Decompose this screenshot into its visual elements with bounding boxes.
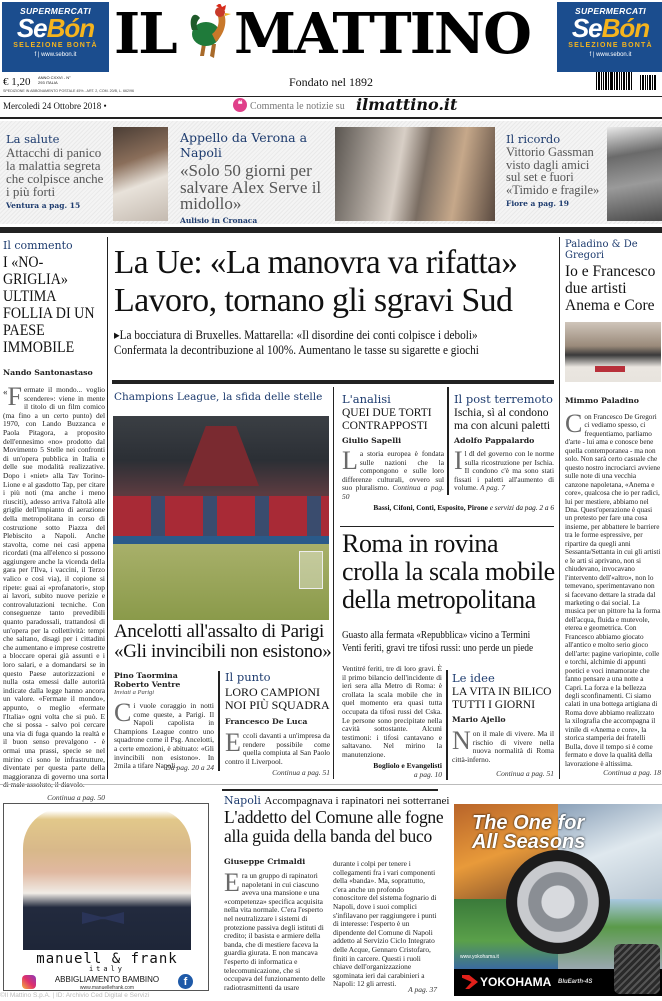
roma-subhead [342,630,554,655]
paladino-body: Con Francesco De Gregori ci vediamo spesso, ci frequentiamo, parliamo d'arte - lui ama e conosce bene quella contemporanea - ma non solo. Non sarà certo casuale che questo nostro incrociarci avviene sulle note di una vecchia canzone napoletana, «Anema e core», qualcosa che io per radici, lui per mestiere, abbiamo nel Dna. Quest'operazione è quasi un pretesto per fare una cosa insieme, per abbattere le barriere tra le forme espressive, per ripartire da quegli anni Sessanta/Settanta in cui gli artisti e le arti si aprivano, non si chiudevano, invocavano l'intervento dell'«altro», non lo temevano, sperimentavano non si facevano dettare la strada dal marketing o dai social. La musica per un pittore ha la forma dell'acqua, fluida e mutevole, eterea e geometrica. Con Francesco abbiamo giocato all'antico e molto serio gioco dell'arte: pagine variopinte, colle e torchi, alchimie di appunti poetici e voci innamorate che fanno pensare a una notte a Capri. La forza e la bellezza degli sconfinamenti. Ci siamo calati in una bottega artigiana di Roma dove abbiamo realizzato la xilografia che accompagna il vinile di «Anema e core», la storica stamperia dei fratelli Bulla, dove il tempo si è come fermato e dove la qualità della lavorazione è altissima. [565,409,661,768]
ad-slogan: The One for All Seasons [472,812,586,853]
napoli-headline-1: L'addetto del Comune alle fogne [224,807,444,827]
terremoto-article [454,392,554,493]
roma-headline-1: Roma in rovina [342,529,499,558]
terremoto-author: Adolfo Pappalardo [454,436,535,445]
column-divider [107,237,108,779]
champions-headline-2: «Gli invincibili non esistono» [114,641,332,662]
roma-divider [340,526,554,527]
ad-brand: SeBón [16,13,95,43]
edition-info: ANNO CXXVI - N° 293 ITALIA [38,75,71,85]
roma-headline-2: crolla la scala mobile [342,557,555,586]
lead-headline-1[interactable]: La Ue: «La manovra va rifatta» [114,244,518,281]
terremoto-title[interactable]: Ischia, sì al condono ma con alcuni paletti [454,407,551,432]
lead-headline-2[interactable]: Lavoro, tornano gli sgravi Sud [114,282,513,319]
column-divider [447,387,449,495]
champions-kicker: Champions League, la sfida delle stelle [114,391,323,403]
postal-info: SPEDIZIONE IN ABBONAMENTO POSTALE 45% - ART. 2, COM. 20/B, L. 662/96 [3,89,135,93]
ad-model-photo [23,808,191,950]
teaser-title: Attacchi di panico la malattia segreta che colpisce anche i più forti [6,145,104,199]
teaser-divider [0,227,662,233]
analisi-author: Giulio Sapelli [342,436,402,445]
champions-continue[interactable]: Da pag. 20 a 24 [165,762,214,772]
commento-body: « F ermate il mondo... voglio scendere»: viene in mente il titolo di un film comico (ma fino a un certo punto) del 1970, con Lando Buzzanca e Paola Pitagora, a proposito dell'ennesimo «no» prodotto dal Movimento 5 Stelle nei confronti di un'opera pubblica in Italia e delle sue modalità realizzative. Dopo i «niet» alla Tav Torino-Lione e al gasdotto Tap, per citare i più noti (ma anche i meno riusciti), adesso arriva l'altolà alle griglie dell'impianto di aerazione della metropolitana in corso di costruzione sotto Piazza del Plebiscito a Napoli. Anche stavolta, come nei casi appena ricordati (ma all'elenco si possono aggiungere anche la vicenda della gara per l'Ilva, i vaccini, il Terzo valico e così via), il copione si ripete: guai ai «profanatori», stop ai lavori, subito nuove perizie e controvalutazioni tecniche. Con conseguenze tanto prevedibili quanto paradossali, trattandosi di un'opera per la collettività: tempi che saltano, disagi per i cittadini che aumentano e imprese costrette a bloccare operai già assunti e i loro salari, e a domandarsi se in questo Paese autorizzazioni e nulla osta emessi dalle autorità indicate dalla legge hanno ancora un valore. «Fermate il mondo», appunto, o meglio «fermate l'Italia» ogni volta che si può. E che si possa - salvo poi cercare una via di fuga quando la realtà e il buon senso prevalgono - è ormai una prassi, specie se nel mirino ci sono le infrastrutture, diventate per questa parte della maggioranza di governo una sorta [3,382,105,781]
ad-manuell-frank[interactable] [3,803,209,991]
paladino-kicker: Paladino & De Gregori [565,239,638,261]
roma-continue[interactable]: a pag. 10 [413,769,442,779]
ad-yokohama[interactable] [454,804,662,996]
lead-subhead-2: Confermata la decontribuzione al 100%. Aumentano le tasse su sigarette e giochi [114,343,479,357]
punto-body: Eccoli davanti a un'impresa da rendere possibile come quella compiuta al San Paolo contro il Liverpool. [225,728,330,766]
facebook-icon[interactable]: f [178,974,193,989]
napoli-kicker: Napoli [224,794,261,807]
lead-divider [112,380,554,384]
commento-continue[interactable]: Continua a pag. 50 [47,792,105,802]
commento-article [3,239,105,802]
champions-author-1: Pino Taormina [114,671,178,680]
lower-divider [0,784,662,785]
punto-article [225,670,330,777]
teaser-kicker: La salute [6,132,60,146]
lead-subhead-1: ▸La bocciatura di Bruxelles. Mattarella: «Il disordine dei conti colpisce i deboli» [114,328,478,342]
site-link[interactable]: ilmattino.it [356,95,458,114]
champions-role: Inviati a Parigi [114,689,155,696]
ad-brand: manuell & frank [36,951,178,967]
teaser-ref: Aulisio in Cronaca [180,215,258,225]
napoli-headline[interactable] [224,808,443,846]
ad-url: f | www.sebon.it [34,52,77,58]
punto-continue[interactable]: Continua a pag. 51 [272,768,330,778]
commento-author: Nando Santonastaso [3,368,93,377]
teaser-photo-gassman [607,127,662,221]
dropcap: F [7,382,22,411]
roma-authors: Bogliolo e Evangelisti [373,760,442,770]
champions-article [114,671,214,772]
commento-kicker: Il commento [3,239,73,252]
roma-body: Ventitré feriti, tre di loro gravi. È il primo bilancio dell'incidente di ieri sera alla Metro di Roma: è crollata la scala mobile che in quel momento era quasi tutta occupata da tifosi russi del Cska. Le persone sono precipitate nella cavità sottostante. Alcuni testimoni: i tifosi cantavano e saltavano. Nel mirino la manutenzione. [342,664,442,759]
date-bar-divider [0,117,662,119]
teaser-ref: Ventura a pag. 15 [6,201,81,210]
column-divider [218,671,220,771]
stadium-photo [113,416,329,620]
idee-continue[interactable]: Continua a pag. 51 [496,769,554,779]
masthead-title-part1: IL [114,1,176,67]
terremoto-kicker: Il post terremoto [454,392,553,406]
analisi-continue[interactable]: Continua a pag. 50 [342,483,445,501]
napoli-author: Giuseppe Crimaldi [224,857,306,866]
ad-url: www.yokohama.it [460,954,499,960]
commento-title[interactable]: I «NO-GRIGLIA» ULTIMA FOLLIA DI UN PAESE IMMOBILE [3,254,95,356]
napoli-body-1: Era un gruppo di rapinatori napoletani in cui ciascuno aveva una mansione e una «competenza» specifica acquisita nella vita normale. C'era l'esperto nel neutralizzare i sistemi di protezione passiva degli istituti di credito; il basista e armiere della banda, che di mestiere faceva la guardia giurata. E non mancava l'esperto di informatica e telecomunicazione, che si occupava del funzionamento delle radiotrasmittenti da usare [224,868,326,992]
masthead-title-part2: MATTINO [234,1,530,67]
punto-title[interactable]: LORO CAMPIONI NOI PIÙ SQUADRA [225,685,330,712]
paladino-continue[interactable]: Continua a pag. 18 [603,768,661,778]
services-line: Bassi, Cifoni, Conti, Esposito, Pirone e servizi da pag. 2 a 6 [373,503,554,512]
napoli-top-rule [222,789,438,791]
price: € 1,20 [3,76,31,88]
idee-author: Mario Ajello [452,715,506,724]
teaser-salute[interactable] [6,132,108,210]
punto-kicker: Il punto [225,670,271,684]
roma-headline[interactable] [342,530,555,614]
teaser-photo-panic [113,127,168,221]
teaser-ref: Fiore a pag. 19 [506,199,569,208]
roma-article [342,665,442,779]
rooster-logo-icon [186,4,232,64]
column-divider [559,237,560,779]
ad-product: BluEarth-4S [558,979,593,985]
teaser-photo-alex [335,127,495,221]
teaser-kicker: Appello da Verona a Napoli [180,130,308,160]
ad-line1: SUPERMERCATI [575,6,646,16]
champions-headline[interactable] [114,622,331,662]
punto-author: Francesco De Luca [225,717,308,726]
barcode-icon [596,72,658,96]
analisi-title[interactable]: QUEI DUE TORTI CONTRAPPOSTI [342,407,432,432]
footer-copyright: ©Il Mattino S.p.A. | ID: Archivio Ced Digital e Servizi [0,992,150,999]
idee-article [452,671,554,778]
lead-subhead [114,328,555,358]
ad-line: ABBIGLIAMENTO BAMBINO [54,975,160,984]
idee-title[interactable]: LA VITA IN BILICO TUTTI I GIORNI [452,686,552,711]
napoli-body-2: durante i colpi per tenere i collegamenti fra i vari componenti della «banda». Ma, soprattutto, c'era anche un profondo conoscitore del sistema fognario di Napoli, dove i suoi complici s'infilavano per raggiungere i punti di interesse: l'esperto è un dipendente del Comune di Napoli addetto al Servizio Ciclo Integrato delle Acque, Gennaro Cristofaro, finiti in carcere. Questi i ruoli chiave dell'organizzazione sgominata ieri dai carabinieri a Napoli: 12 gli arresti. [333,859,437,989]
paladino-photo [565,322,661,382]
paladino-title[interactable]: Io e Francesco due artisti Anema e Core [565,263,656,314]
founded-line: Fondato nel 1892 [289,75,373,89]
analisi-body: La storia europea è fondata sulle nazioni che la compongono e sulle loro differenze culturali, ovvero sul suo pluralismo. Continua a pag. 50 [342,446,445,501]
ad-brand: YOKOHAMA [480,975,552,989]
paladino-author: Mimmo Paladino [565,396,640,405]
teaser-ricordo[interactable] [506,132,606,208]
napoli-kicker-line [224,794,449,807]
comment-bubble-icon: ❝ [233,98,247,112]
tire-icon [506,850,610,954]
analisi-kicker: L'analisi [342,392,391,406]
ad-url: f | www.sebon.it [589,52,632,58]
sebon-ad-left[interactable] [2,2,109,72]
champions-author-2: Roberto Ventre [114,680,181,689]
masthead-divider [0,96,662,97]
roma-subhead-2: Venti feriti, gravi tre tifosi russi: uno perde un piede [342,642,534,654]
teaser-title: Vittorio Gassman visto dagli amici sul set e fuori «Timido e fragile» [506,145,600,197]
sebon-ad-right[interactable] [557,2,662,72]
champions-body: Ci vuole coraggio in notti come queste, a Parigi. Il Napoli capolista in Champions League contro uno squadrone come il Psg. Ancelotti, a certe emozioni, è abituato: «Gli invincibili non esistono». In 2mila a tifare Napoli. [114,698,214,771]
analisi-article [342,392,444,502]
napoli-kicker-rest: Accompagnava i rapinatori nei sotterranei [264,795,450,807]
napoli-continue[interactable]: A pag. 37 [408,985,437,994]
teaser-title: «Solo 50 giorni per salvare Alex Serve il midollo» [180,161,322,213]
ad-brand: SeBón [571,13,650,43]
column-divider [333,387,334,779]
paladino-article [565,239,661,777]
teaser-appello[interactable] [180,130,340,225]
roma-subhead-1: Guasto alla fermata «Repubblica» vicino a Termini [342,630,531,641]
tire-tread-icon [614,944,660,994]
ad-brand-sub: italy [88,965,126,973]
terremoto-continue[interactable]: A pag. 7 [479,483,505,493]
comment-prompt: Commenta le notizie su [250,101,345,112]
issue-date: Mercoledì 24 Ottobre 2018 • [3,101,107,111]
teaser-kicker: Il ricordo [506,132,561,146]
ad-tagline: SELEZIONE BONTÀ [568,42,653,49]
champions-headline-1: Ancelotti all'assalto di Parigi [114,621,324,642]
column-divider [446,670,448,780]
ad-line1: SUPERMERCATI [20,6,91,16]
napoli-headline-2: alla guida della banda del buco [224,826,432,846]
idee-kicker: Le idee [452,671,495,685]
idee-body: Non il male di vivere. Ma il rischio di vivere nella nuova normalità di Roma città-inferno. [452,726,554,764]
terremoto-body: Il dl del governo con le norme sulla ricostruzione per Ischia. Il condono c'è ma sono stati fissati i paletti all'aumento di volume. A pag. 7 [454,446,554,493]
roma-headline-3: della metropolitana [342,585,536,614]
ad-url: www.manuellefrank.com [79,985,135,991]
ad-tagline: SELEZIONE BONTÀ [13,42,98,49]
